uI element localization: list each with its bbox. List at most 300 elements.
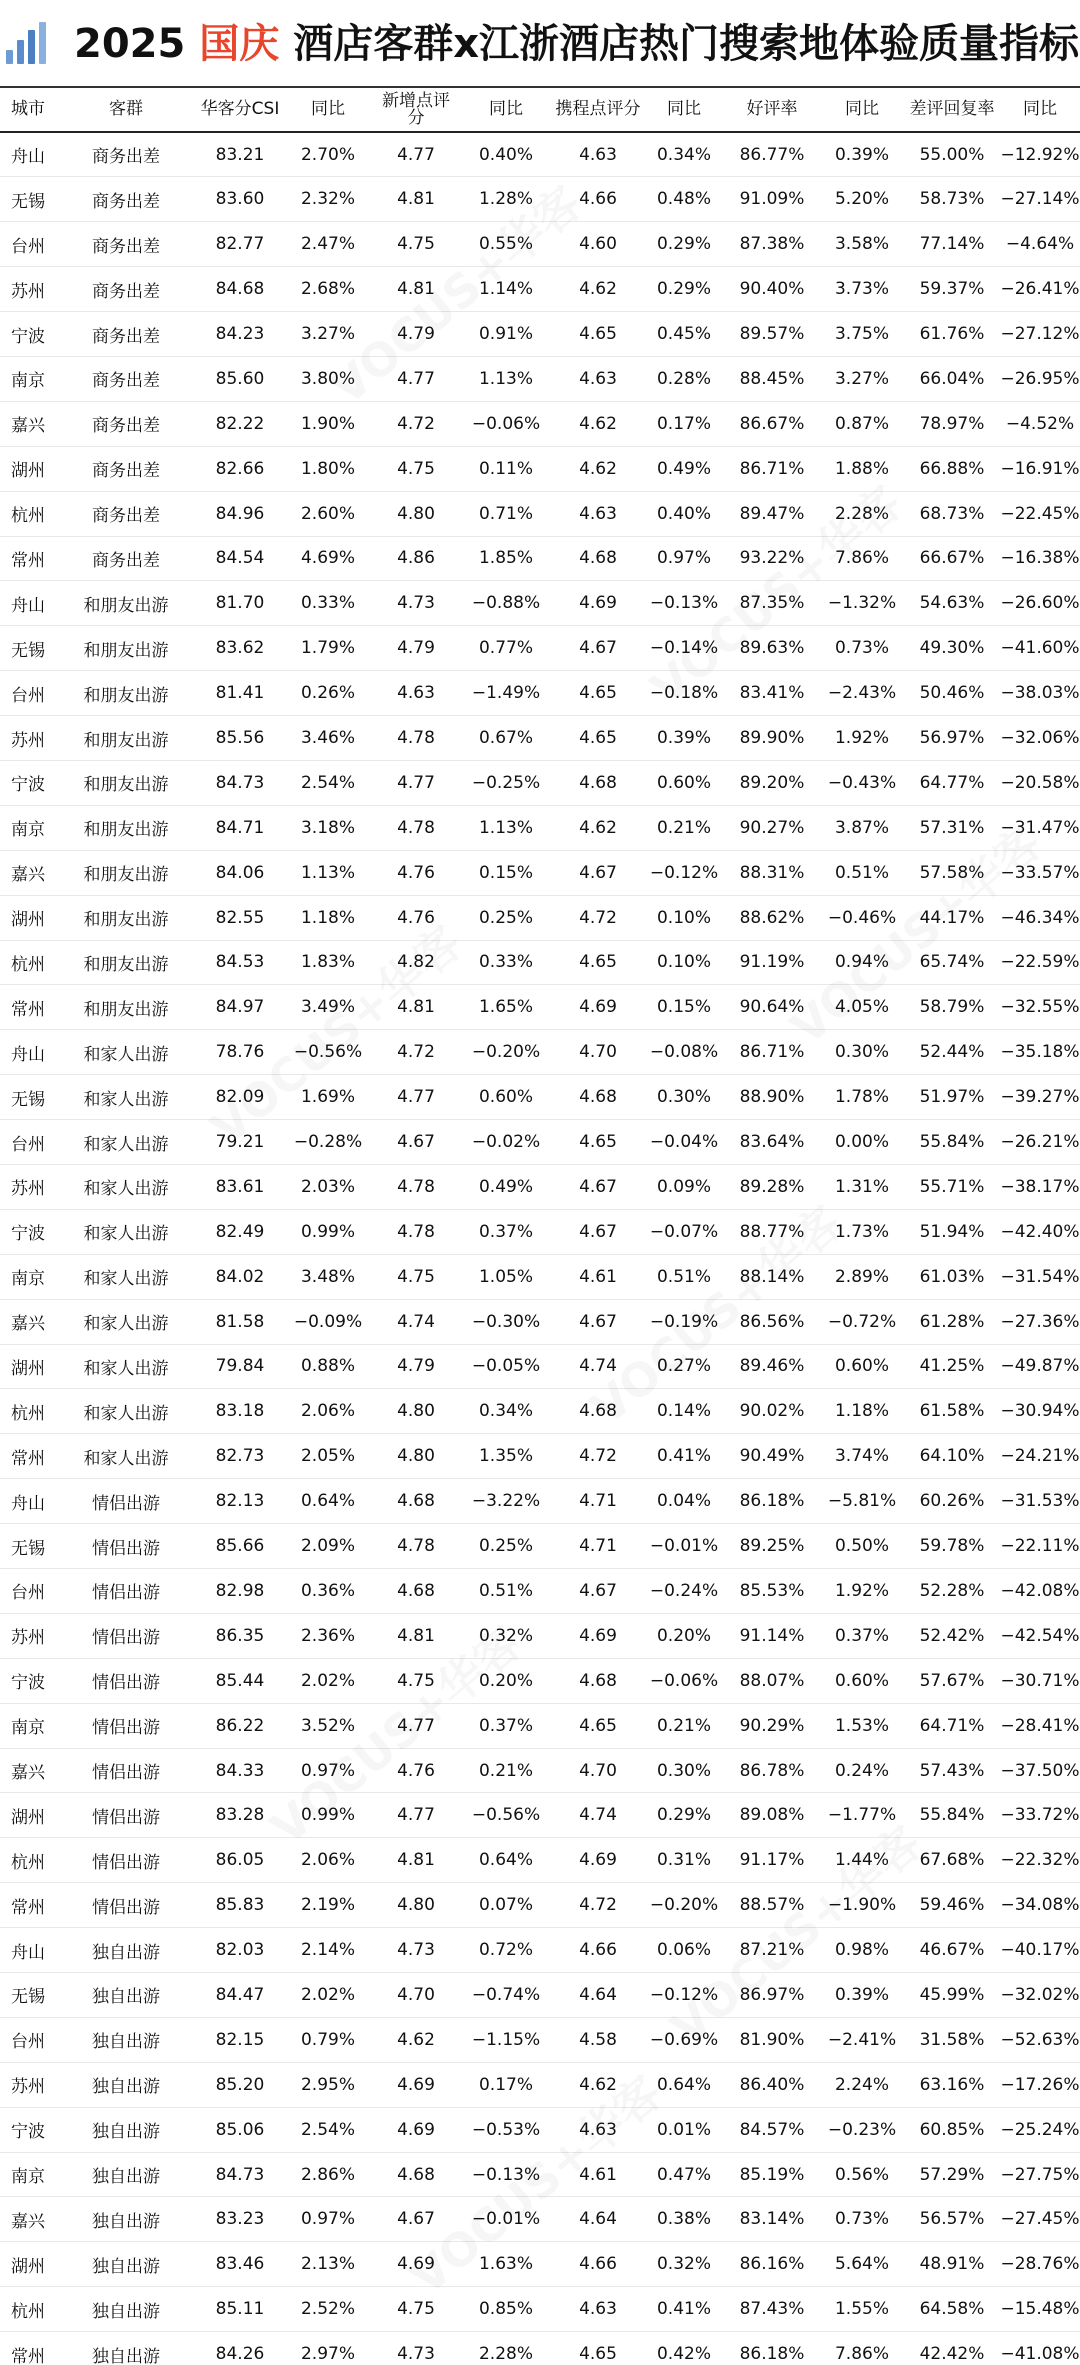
table-row [0, 356, 1080, 401]
col-new-review-score-cell: 4.73 [372, 1928, 460, 1973]
header-row [0, 88, 1080, 132]
col-group-cell: 商务出差 [56, 267, 196, 312]
col-group-cell: 和家人出游 [56, 1389, 196, 1434]
header-label-line: 新增点评 [382, 90, 450, 111]
col-negative-reply-rate-cell: 67.68% [904, 1838, 1000, 1883]
col-negative-reply-rate-cell: 45.99% [904, 1973, 1000, 2018]
col-city-cell: 宁波 [0, 1658, 56, 1703]
col-positive-yoy-cell: 1.88% [820, 446, 904, 491]
col-positive-yoy-cell: 0.24% [820, 1748, 904, 1793]
col-new-review-score-cell: 4.79 [372, 1344, 460, 1389]
col-negative-reply-yoy-cell: −25.24% [1000, 2107, 1080, 2152]
col-group-cell: 情侣出游 [56, 1838, 196, 1883]
col-negative-reply-rate-cell: 57.67% [904, 1658, 1000, 1703]
col-ctrip-yoy-cell: 0.21% [644, 805, 724, 850]
col-csi-yoy-cell: −0.56% [284, 1030, 372, 1075]
col-negative-reply-rate-cell: 64.77% [904, 760, 1000, 805]
col-positive-yoy-cell: 1.78% [820, 1075, 904, 1120]
col-new-review-yoy-cell: −0.06% [460, 401, 552, 446]
col-new-review-yoy-cell: 2.28% [460, 2332, 552, 2365]
col-ctrip-yoy-cell: 0.64% [644, 2062, 724, 2107]
col-new-review-yoy-cell: 0.60% [460, 1075, 552, 1120]
col-csi-cell: 81.58 [196, 1299, 284, 1344]
col-group-cell: 和朋友出游 [56, 940, 196, 985]
col-positive-rate-cell: 89.57% [724, 312, 820, 357]
col-new-review-score-cell: 4.75 [372, 2287, 460, 2332]
col-csi-yoy-cell: 2.14% [284, 1928, 372, 1973]
col-ctrip-score-cell: 4.67 [552, 850, 644, 895]
col-positive-yoy-cell: 1.92% [820, 1569, 904, 1614]
col-new-review-score-cell: 4.69 [372, 2107, 460, 2152]
col-ctrip-yoy-cell: 0.28% [644, 356, 724, 401]
col-group-cell: 独自出游 [56, 2197, 196, 2242]
col-positive-rate-cell: 88.57% [724, 1883, 820, 1928]
col-negative-reply-yoy-cell: −12.92% [1000, 132, 1080, 177]
col-positive-yoy-cell: 0.39% [820, 1973, 904, 2018]
col-new-review-yoy-cell: 0.34% [460, 1389, 552, 1434]
col-negative-reply-rate-cell: 55.84% [904, 1120, 1000, 1165]
col-csi-cell: 79.21 [196, 1120, 284, 1165]
col-ctrip-score-cell: 4.74 [552, 1344, 644, 1389]
col-ctrip-score-cell: 4.72 [552, 1434, 644, 1479]
header-label-line: 分 [407, 107, 425, 128]
col-negative-reply-yoy-cell: −31.53% [1000, 1479, 1080, 1524]
table-row [0, 1838, 1080, 1883]
col-ctrip-score-cell: 4.69 [552, 1838, 644, 1883]
table-row [0, 2287, 1080, 2332]
col-ctrip-yoy-cell: −0.20% [644, 1883, 724, 1928]
col-city-cell: 常州 [0, 985, 56, 1030]
col-positive-yoy-cell: 3.27% [820, 356, 904, 401]
table-header [0, 88, 1080, 132]
col-group-cell: 情侣出游 [56, 1658, 196, 1703]
col-ctrip-score-cell: 4.67 [552, 1164, 644, 1209]
col-negative-reply-rate-cell: 50.46% [904, 671, 1000, 716]
col-new-review-yoy-cell: −0.25% [460, 760, 552, 805]
col-negative-reply-yoy-cell: −26.21% [1000, 1120, 1080, 1165]
col-new-review-score-cell: 4.76 [372, 1748, 460, 1793]
col-ctrip-score-cell: 4.63 [552, 2107, 644, 2152]
col-positive-rate-cell: 88.07% [724, 1658, 820, 1703]
col-new-review-score-cell: 4.77 [372, 1075, 460, 1120]
col-new-review-score-cell: 4.75 [372, 1254, 460, 1299]
col-negative-reply-yoy-cell: −26.41% [1000, 267, 1080, 312]
col-csi-yoy-cell: 0.97% [284, 2197, 372, 2242]
col-city-cell: 无锡 [0, 177, 56, 222]
col-negative-reply-yoy-cell: −27.36% [1000, 1299, 1080, 1344]
col-negative-reply-yoy-cell: −37.50% [1000, 1748, 1080, 1793]
table-body [0, 132, 1080, 2365]
col-csi-cell: 83.46 [196, 2242, 284, 2287]
table-row [0, 2197, 1080, 2242]
col-group-cell: 情侣出游 [56, 1479, 196, 1524]
col-new-review-score-cell: 4.77 [372, 760, 460, 805]
table-row [0, 2152, 1080, 2197]
col-positive-rate-cell: 91.09% [724, 177, 820, 222]
col-new-review-score-cell: 4.77 [372, 132, 460, 177]
col-city-cell: 宁波 [0, 312, 56, 357]
col-negative-reply-rate-cell: 42.42% [904, 2332, 1000, 2365]
col-csi-yoy-cell: 2.32% [284, 177, 372, 222]
col-group-cell: 商务出差 [56, 177, 196, 222]
col-new-review-yoy-cell: 0.20% [460, 1658, 552, 1703]
col-new-review-score-cell: 4.72 [372, 401, 460, 446]
col-negative-reply-yoy-cell: −33.57% [1000, 850, 1080, 895]
col-city-cell: 苏州 [0, 1613, 56, 1658]
table-row [0, 1254, 1080, 1299]
col-city-cell: 湖州 [0, 1344, 56, 1389]
col-ctrip-yoy-cell: 0.45% [644, 312, 724, 357]
col-positive-yoy-cell: 4.05% [820, 985, 904, 1030]
col-ctrip-score-cell: 4.68 [552, 760, 644, 805]
col-positive-rate-cell: 86.77% [724, 132, 820, 177]
col-positive-rate-cell: 89.47% [724, 491, 820, 536]
col-group-cell: 独自出游 [56, 2017, 196, 2062]
col-negative-reply-yoy-cell: −35.18% [1000, 1030, 1080, 1075]
col-new-review-score-cell: 4.67 [372, 2197, 460, 2242]
col-negative-reply-yoy-cell: −38.17% [1000, 1164, 1080, 1209]
col-ctrip-score-cell: 4.69 [552, 1613, 644, 1658]
col-ctrip-yoy-cell: −0.04% [644, 1120, 724, 1165]
col-new-review-yoy-cell: 0.07% [460, 1883, 552, 1928]
col-new-review-yoy-cell: 0.32% [460, 1613, 552, 1658]
col-csi-yoy-cell: 2.47% [284, 222, 372, 267]
col-city-cell: 常州 [0, 2332, 56, 2365]
col-negative-reply-rate-cell: 61.76% [904, 312, 1000, 357]
col-city-cell: 杭州 [0, 1389, 56, 1434]
col-new-review-score-cell: 4.81 [372, 1838, 460, 1883]
col-csi-yoy-cell: 3.80% [284, 356, 372, 401]
col-negative-reply-rate-cell: 55.00% [904, 132, 1000, 177]
col-group-cell: 独自出游 [56, 2062, 196, 2107]
col-csi-cell: 83.62 [196, 626, 284, 671]
col-ctrip-score-cell: 4.63 [552, 2287, 644, 2332]
col-positive-rate-cell: 88.31% [724, 850, 820, 895]
col-ctrip-score-cell: 4.63 [552, 356, 644, 401]
col-ctrip-yoy-cell: 0.32% [644, 2242, 724, 2287]
col-csi-yoy-cell: 0.97% [284, 1748, 372, 1793]
col-csi-yoy-cell: 2.54% [284, 2107, 372, 2152]
col-csi-yoy-cell: 2.09% [284, 1524, 372, 1569]
col-positive-yoy-cell: −1.90% [820, 1883, 904, 1928]
col-positive-rate-cell: 86.71% [724, 1030, 820, 1075]
col-negative-reply-rate-cell: 64.71% [904, 1703, 1000, 1748]
col-negative-reply-rate-cell: 66.04% [904, 356, 1000, 401]
col-positive-yoy-cell: 0.37% [820, 1613, 904, 1658]
col-group-cell: 情侣出游 [56, 1883, 196, 1928]
table-row [0, 1613, 1080, 1658]
col-negative-reply-rate-cell: 54.63% [904, 581, 1000, 626]
col-ctrip-score-cell: 4.66 [552, 2242, 644, 2287]
col-ctrip-yoy-cell: 0.41% [644, 1434, 724, 1479]
table-row [0, 2062, 1080, 2107]
col-group-cell: 和朋友出游 [56, 850, 196, 895]
col-csi-yoy-cell: 2.06% [284, 1389, 372, 1434]
header-col-negative-reply-yoy: 同比 [1000, 88, 1080, 132]
col-csi-yoy-cell: 3.48% [284, 1254, 372, 1299]
col-csi-yoy-cell: 3.46% [284, 716, 372, 761]
col-city-cell: 南京 [0, 1703, 56, 1748]
col-positive-yoy-cell: 0.73% [820, 626, 904, 671]
col-csi-yoy-cell: 0.64% [284, 1479, 372, 1524]
col-new-review-score-cell: 4.79 [372, 626, 460, 671]
col-positive-rate-cell: 90.29% [724, 1703, 820, 1748]
col-ctrip-yoy-cell: 0.47% [644, 2152, 724, 2197]
col-csi-cell: 83.61 [196, 1164, 284, 1209]
col-negative-reply-yoy-cell: −32.02% [1000, 1973, 1080, 2018]
col-group-cell: 和家人出游 [56, 1434, 196, 1479]
col-new-review-yoy-cell: −0.56% [460, 1793, 552, 1838]
col-negative-reply-rate-cell: 57.29% [904, 2152, 1000, 2197]
col-positive-rate-cell: 89.08% [724, 1793, 820, 1838]
col-ctrip-score-cell: 4.71 [552, 1524, 644, 1569]
col-ctrip-score-cell: 4.74 [552, 1793, 644, 1838]
col-csi-cell: 85.83 [196, 1883, 284, 1928]
col-positive-rate-cell: 84.57% [724, 2107, 820, 2152]
col-negative-reply-yoy-cell: −26.60% [1000, 581, 1080, 626]
col-ctrip-yoy-cell: −0.13% [644, 581, 724, 626]
col-csi-yoy-cell: 2.95% [284, 2062, 372, 2107]
col-city-cell: 常州 [0, 1883, 56, 1928]
col-negative-reply-yoy-cell: −27.12% [1000, 312, 1080, 357]
col-csi-yoy-cell: 1.83% [284, 940, 372, 985]
col-city-cell: 苏州 [0, 716, 56, 761]
col-negative-reply-yoy-cell: −32.06% [1000, 716, 1080, 761]
col-group-cell: 和朋友出游 [56, 581, 196, 626]
col-csi-cell: 84.23 [196, 312, 284, 357]
col-positive-yoy-cell: 3.73% [820, 267, 904, 312]
col-positive-yoy-cell: 3.58% [820, 222, 904, 267]
header-col-csi: 华客分CSI [196, 88, 284, 132]
col-positive-yoy-cell: 0.50% [820, 1524, 904, 1569]
col-new-review-score-cell: 4.86 [372, 536, 460, 581]
col-negative-reply-yoy-cell: −41.08% [1000, 2332, 1080, 2365]
col-ctrip-yoy-cell: 0.60% [644, 760, 724, 805]
col-city-cell: 杭州 [0, 491, 56, 536]
header-col-new-review-yoy: 同比 [460, 88, 552, 132]
col-new-review-score-cell: 4.81 [372, 177, 460, 222]
col-csi-cell: 82.55 [196, 895, 284, 940]
col-negative-reply-yoy-cell: −30.94% [1000, 1389, 1080, 1434]
col-csi-cell: 85.56 [196, 716, 284, 761]
col-csi-yoy-cell: 2.52% [284, 2287, 372, 2332]
table-row [0, 1973, 1080, 2018]
col-csi-cell: 84.26 [196, 2332, 284, 2365]
col-city-cell: 常州 [0, 536, 56, 581]
col-csi-cell: 81.70 [196, 581, 284, 626]
col-csi-yoy-cell: 2.06% [284, 1838, 372, 1883]
col-city-cell: 嘉兴 [0, 401, 56, 446]
col-ctrip-score-cell: 4.64 [552, 2197, 644, 2242]
col-positive-yoy-cell: −0.46% [820, 895, 904, 940]
col-negative-reply-yoy-cell: −22.59% [1000, 940, 1080, 985]
col-ctrip-yoy-cell: −0.19% [644, 1299, 724, 1344]
col-positive-rate-cell: 88.77% [724, 1209, 820, 1254]
col-city-cell: 舟山 [0, 1030, 56, 1075]
col-positive-rate-cell: 90.64% [724, 985, 820, 1030]
col-negative-reply-yoy-cell: −4.64% [1000, 222, 1080, 267]
col-positive-yoy-cell: 0.30% [820, 1030, 904, 1075]
col-positive-yoy-cell: −5.81% [820, 1479, 904, 1524]
col-negative-reply-yoy-cell: −22.32% [1000, 1838, 1080, 1883]
table-row [0, 1658, 1080, 1703]
table-row [0, 1344, 1080, 1389]
col-group-cell: 和朋友出游 [56, 985, 196, 1030]
col-new-review-yoy-cell: −0.13% [460, 2152, 552, 2197]
col-ctrip-yoy-cell: 0.06% [644, 1928, 724, 1973]
col-negative-reply-yoy-cell: −33.72% [1000, 1793, 1080, 1838]
col-ctrip-score-cell: 4.62 [552, 401, 644, 446]
col-ctrip-score-cell: 4.72 [552, 1883, 644, 1928]
col-ctrip-score-cell: 4.70 [552, 1030, 644, 1075]
col-new-review-yoy-cell: 0.25% [460, 1524, 552, 1569]
col-group-cell: 商务出差 [56, 222, 196, 267]
col-group-cell: 独自出游 [56, 2242, 196, 2287]
col-csi-yoy-cell: 0.79% [284, 2017, 372, 2062]
col-csi-cell: 79.84 [196, 1344, 284, 1389]
col-new-review-yoy-cell: 1.05% [460, 1254, 552, 1299]
col-city-cell: 嘉兴 [0, 1299, 56, 1344]
col-negative-reply-rate-cell: 61.58% [904, 1389, 1000, 1434]
col-negative-reply-rate-cell: 60.26% [904, 1479, 1000, 1524]
bar-chart-logo-icon [6, 18, 58, 70]
col-new-review-yoy-cell: 0.91% [460, 312, 552, 357]
col-negative-reply-rate-cell: 57.31% [904, 805, 1000, 850]
col-negative-reply-rate-cell: 52.44% [904, 1030, 1000, 1075]
col-positive-yoy-cell: −0.23% [820, 2107, 904, 2152]
col-negative-reply-rate-cell: 59.37% [904, 267, 1000, 312]
col-negative-reply-yoy-cell: −31.47% [1000, 805, 1080, 850]
title-highlight: 国庆 [199, 21, 280, 67]
col-city-cell: 宁波 [0, 1209, 56, 1254]
col-positive-yoy-cell: 1.73% [820, 1209, 904, 1254]
col-group-cell: 和朋友出游 [56, 760, 196, 805]
col-negative-reply-rate-cell: 66.67% [904, 536, 1000, 581]
col-ctrip-yoy-cell: 0.49% [644, 446, 724, 491]
col-negative-reply-yoy-cell: −42.40% [1000, 1209, 1080, 1254]
col-group-cell: 情侣出游 [56, 1569, 196, 1614]
col-csi-cell: 85.20 [196, 2062, 284, 2107]
col-negative-reply-yoy-cell: −31.54% [1000, 1254, 1080, 1299]
col-csi-cell: 82.49 [196, 1209, 284, 1254]
col-city-cell: 台州 [0, 1569, 56, 1614]
col-negative-reply-rate-cell: 52.28% [904, 1569, 1000, 1614]
col-group-cell: 独自出游 [56, 1928, 196, 1973]
table-row [0, 581, 1080, 626]
col-new-review-yoy-cell: −0.01% [460, 2197, 552, 2242]
col-new-review-score-cell: 4.77 [372, 356, 460, 401]
table-row [0, 2242, 1080, 2287]
col-csi-yoy-cell: 2.13% [284, 2242, 372, 2287]
col-city-cell: 杭州 [0, 940, 56, 985]
col-group-cell: 商务出差 [56, 446, 196, 491]
col-positive-yoy-cell: −0.43% [820, 760, 904, 805]
col-csi-yoy-cell: 2.02% [284, 1658, 372, 1703]
col-new-review-yoy-cell: 0.37% [460, 1209, 552, 1254]
col-negative-reply-yoy-cell: −40.17% [1000, 1928, 1080, 1973]
col-group-cell: 商务出差 [56, 356, 196, 401]
col-csi-yoy-cell: 1.90% [284, 401, 372, 446]
table-row [0, 2107, 1080, 2152]
col-ctrip-yoy-cell: −0.18% [644, 671, 724, 716]
col-positive-yoy-cell: 0.60% [820, 1344, 904, 1389]
col-group-cell: 和家人出游 [56, 1299, 196, 1344]
col-positive-yoy-cell: 1.44% [820, 1838, 904, 1883]
col-new-review-yoy-cell: 1.13% [460, 805, 552, 850]
col-city-cell: 苏州 [0, 1164, 56, 1209]
col-new-review-yoy-cell: −0.88% [460, 581, 552, 626]
col-city-cell: 南京 [0, 1254, 56, 1299]
col-negative-reply-yoy-cell: −24.21% [1000, 1434, 1080, 1479]
col-positive-yoy-cell: −2.43% [820, 671, 904, 716]
col-positive-rate-cell: 86.97% [724, 1973, 820, 2018]
col-csi-cell: 86.35 [196, 1613, 284, 1658]
col-positive-rate-cell: 86.78% [724, 1748, 820, 1793]
col-negative-reply-rate-cell: 56.97% [904, 716, 1000, 761]
header-col-positive-rate: 好评率 [724, 88, 820, 132]
col-new-review-score-cell: 4.82 [372, 940, 460, 985]
col-negative-reply-yoy-cell: −34.08% [1000, 1883, 1080, 1928]
col-new-review-yoy-cell: 1.63% [460, 2242, 552, 2287]
table-row [0, 401, 1080, 446]
col-new-review-yoy-cell: −0.02% [460, 1120, 552, 1165]
col-new-review-score-cell: 4.81 [372, 267, 460, 312]
col-csi-cell: 82.22 [196, 401, 284, 446]
col-positive-yoy-cell: −0.72% [820, 1299, 904, 1344]
col-ctrip-score-cell: 4.60 [552, 222, 644, 267]
col-city-cell: 舟山 [0, 581, 56, 626]
col-ctrip-yoy-cell: 0.48% [644, 177, 724, 222]
col-ctrip-score-cell: 4.58 [552, 2017, 644, 2062]
col-group-cell: 独自出游 [56, 2107, 196, 2152]
col-positive-yoy-cell: 2.24% [820, 2062, 904, 2107]
table-row [0, 1164, 1080, 1209]
col-new-review-score-cell: 4.80 [372, 1434, 460, 1479]
col-ctrip-score-cell: 4.62 [552, 446, 644, 491]
col-new-review-score-cell: 4.77 [372, 1703, 460, 1748]
col-positive-rate-cell: 90.40% [724, 267, 820, 312]
col-csi-cell: 82.73 [196, 1434, 284, 1479]
table-row [0, 1075, 1080, 1120]
col-ctrip-yoy-cell: 0.01% [644, 2107, 724, 2152]
col-negative-reply-rate-cell: 31.58% [904, 2017, 1000, 2062]
col-positive-yoy-cell: 0.56% [820, 2152, 904, 2197]
col-positive-rate-cell: 87.21% [724, 1928, 820, 1973]
col-negative-reply-yoy-cell: −26.95% [1000, 356, 1080, 401]
col-csi-cell: 83.60 [196, 177, 284, 222]
col-positive-rate-cell: 86.40% [724, 2062, 820, 2107]
col-city-cell: 宁波 [0, 2107, 56, 2152]
col-negative-reply-rate-cell: 55.84% [904, 1793, 1000, 1838]
col-positive-yoy-cell: 3.74% [820, 1434, 904, 1479]
col-negative-reply-rate-cell: 58.79% [904, 985, 1000, 1030]
col-ctrip-yoy-cell: 0.10% [644, 895, 724, 940]
table-row [0, 491, 1080, 536]
col-ctrip-yoy-cell: 0.09% [644, 1164, 724, 1209]
col-csi-yoy-cell: 2.68% [284, 267, 372, 312]
col-csi-cell: 83.21 [196, 132, 284, 177]
col-csi-yoy-cell: 2.03% [284, 1164, 372, 1209]
col-new-review-yoy-cell: −1.49% [460, 671, 552, 716]
col-positive-rate-cell: 87.38% [724, 222, 820, 267]
col-new-review-yoy-cell: 1.14% [460, 267, 552, 312]
col-group-cell: 独自出游 [56, 1973, 196, 2018]
col-new-review-yoy-cell: 0.85% [460, 2287, 552, 2332]
col-group-cell: 商务出差 [56, 312, 196, 357]
col-ctrip-score-cell: 4.61 [552, 1254, 644, 1299]
table-row [0, 850, 1080, 895]
col-ctrip-score-cell: 4.62 [552, 805, 644, 850]
